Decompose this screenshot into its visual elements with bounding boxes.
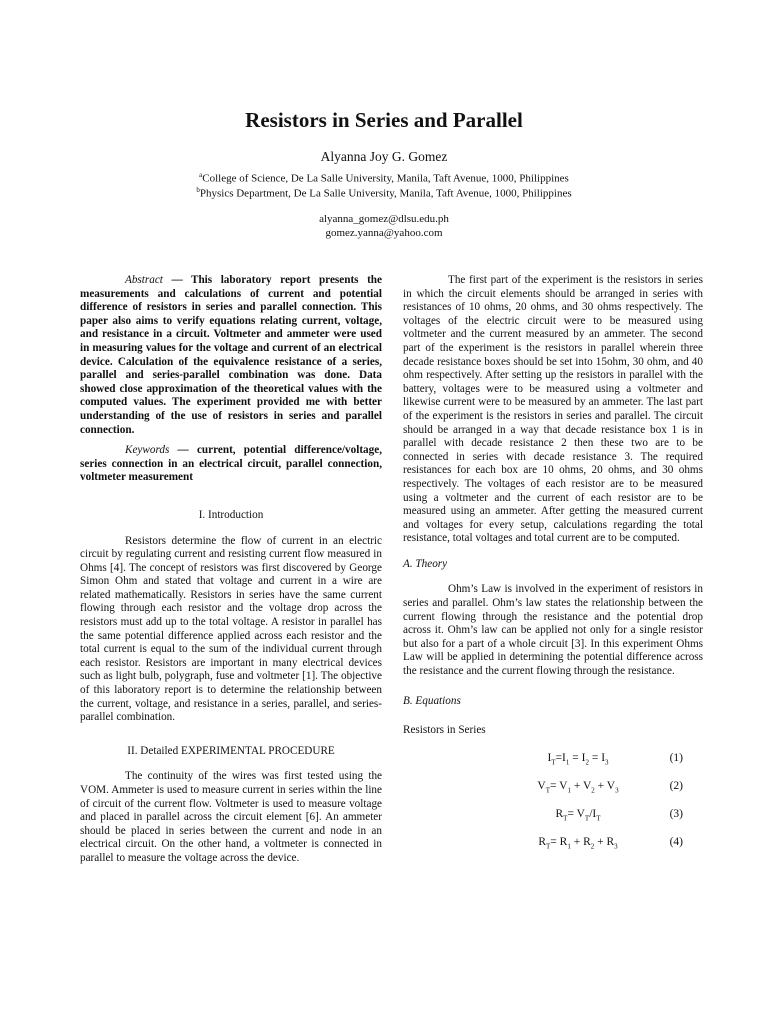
equation-4 <box>403 836 703 864</box>
affiliation-a <box>0 171 768 185</box>
affiliation-b <box>0 186 768 200</box>
theory-heading: A. Theory <box>403 557 448 570</box>
paper-title: Resistors in Series and Parallel <box>245 108 523 132</box>
right-column <box>403 274 703 864</box>
affiliation-text: College of Science, De La Salle University, Manila, Taft Avenue, 1000, Philippines <box>202 172 569 185</box>
equation-expression: $R_T= R_1 + R_2 + R_3$ <box>538 835 618 851</box>
abstract-dash: — <box>162 274 191 286</box>
equation-number: (1) <box>669 751 683 764</box>
keywords <box>80 444 382 485</box>
author-name: Alyanna Joy G. Gomez <box>320 149 448 164</box>
equation-number: (3) <box>669 807 683 820</box>
left-column <box>80 274 382 873</box>
procedure-text: The continuity of the wires was first tested using the VOM. Ammeter is used to measure current in series within the line of circuit of the current flow. Voltmeter is used to measure voltage and placed in parallel across the circuit element [6]. An ammeter should be placed in series between the current and node in an electrical circuit. On the other hand, a voltmeter is connected in parallel to measure the voltage across the device. <box>80 770 382 864</box>
equation-2 <box>403 780 703 808</box>
keywords-label: Keywords <box>125 444 170 457</box>
equation-expression: $R_T= V_T/I_T$ <box>555 807 601 823</box>
affiliation-mark: a <box>199 171 203 179</box>
keywords-text: current, potential difference/voltage, series connection in an electrical circuit, parallel connection, voltmeter measurement <box>80 444 382 484</box>
theory-text: Ohm’s Law is involved in the experiment of resistors in series and parallel. Ohm’s law states the relationship between the current flowing through the resistance and the potential drop across it. Ohm’s law can be applied not only for a single resistor but also for a part of a whole circuit [3]. In this experiment Ohms Law will be applied in determining the potential difference across the resistance and the current flowing through the resistance. <box>403 583 703 678</box>
keywords-dash: — <box>169 444 197 457</box>
email-primary: alyanna_gomez@dlsu.edu.ph <box>319 213 449 225</box>
abstract <box>80 274 382 437</box>
abstract-text: This laboratory report presents the measurements and calculations of current and potential difference of resistors in series and parallel connection. This paper also aims to verify equations relating current, voltage, and resistance in a circuit. Voltmeter and ammeter were used in measuring values for the voltage and current of an electrical device. Calculation of the equivalence resistance of a series, parallel and series-parallel combination was done. Data showed close approximation of the theoretical values with the computed values. The experiment provided me with better understanding of the use of resistors in series and parallel connection. <box>80 274 382 436</box>
email-secondary: gomez.yanna@yahoo.com <box>325 227 443 239</box>
introduction-heading: I. Introduction <box>198 508 264 521</box>
equation-number: (4) <box>669 835 683 848</box>
equation-expression: $I_T=I_1 = I_2 = I_3$ <box>547 751 609 767</box>
procedure-heading: II. Detailed EXPERIMENTAL PROCEDURE <box>127 744 335 757</box>
equation-3 <box>403 808 703 836</box>
affiliation-mark: b <box>196 186 200 194</box>
abstract-label: Abstract <box>125 274 163 286</box>
affiliation-text: Physics Department, De La Salle University, Manila, Taft Avenue, 1000, Philippines <box>199 187 572 200</box>
equation-expression: $V_T= V_1 + V_2 + V_3$ <box>537 779 619 795</box>
introduction-text: Resistors determine the flow of current in an electric circuit by regulating current and resisting current flow measured in Ohms [4]. The concept of resistors was first discovered by George Simon Ohm and stated that voltage and current in a wire are related mathematically. Resistors in series have the same current flowing through each resistor and the voltage drop across the resistors must add up to the total voltage. A resistor in parallel has the same potential difference applied across each resistor and the total current is equal to the sum of the individual current through each resistor. Resistors are important in many electrical devices such as light bulb, polygraph, fuse and voltmeter [1]. The objective of this laboratory report is to determine the relationship between the current, voltage, and resistance in a series, parallel, and series-parallel combination. <box>80 534 382 724</box>
equation-number: (2) <box>669 779 683 792</box>
procedure-continued-text: The first part of the experiment is the resistors in series in which the circuit elements should be arranged in series with resistances of 10 ohms, 20 ohms, and 30 ohms respectively. The voltages of the electric circuit were to be measured using voltmeter and the current measured by an ammeter. The second part of the experiment is the resistors in parallel wherein three decade resistance boxes should be set into 15ohm, 30 ohm, and 40 ohm respectively. After setting up the resistors in parallel with the battery, voltages were to be measured using a voltmeter and likewise current were to be measured by an ammeter. The last part of the experiment is the resistors in series and parallel. The circuit should be arranged in a way that decade resistance box 1 is in parallel with decade resistance 2 then these two are to be connected in series with decade resistance 3. The required resistances for each box are 10 ohms, 20 ohms, and 30 ohms respectively. The voltages of each resistor are to be measured using a voltmeter and the current of each resistor are to be measured using an ammeter. After getting the measured current and voltages for every setup, calculations regarding the total resistance, total voltages and total current are to be computed. <box>403 274 703 545</box>
series-label: Resistors in Series <box>403 724 486 737</box>
equation-1 <box>403 752 703 780</box>
equations-heading: B. Equations <box>403 694 461 707</box>
